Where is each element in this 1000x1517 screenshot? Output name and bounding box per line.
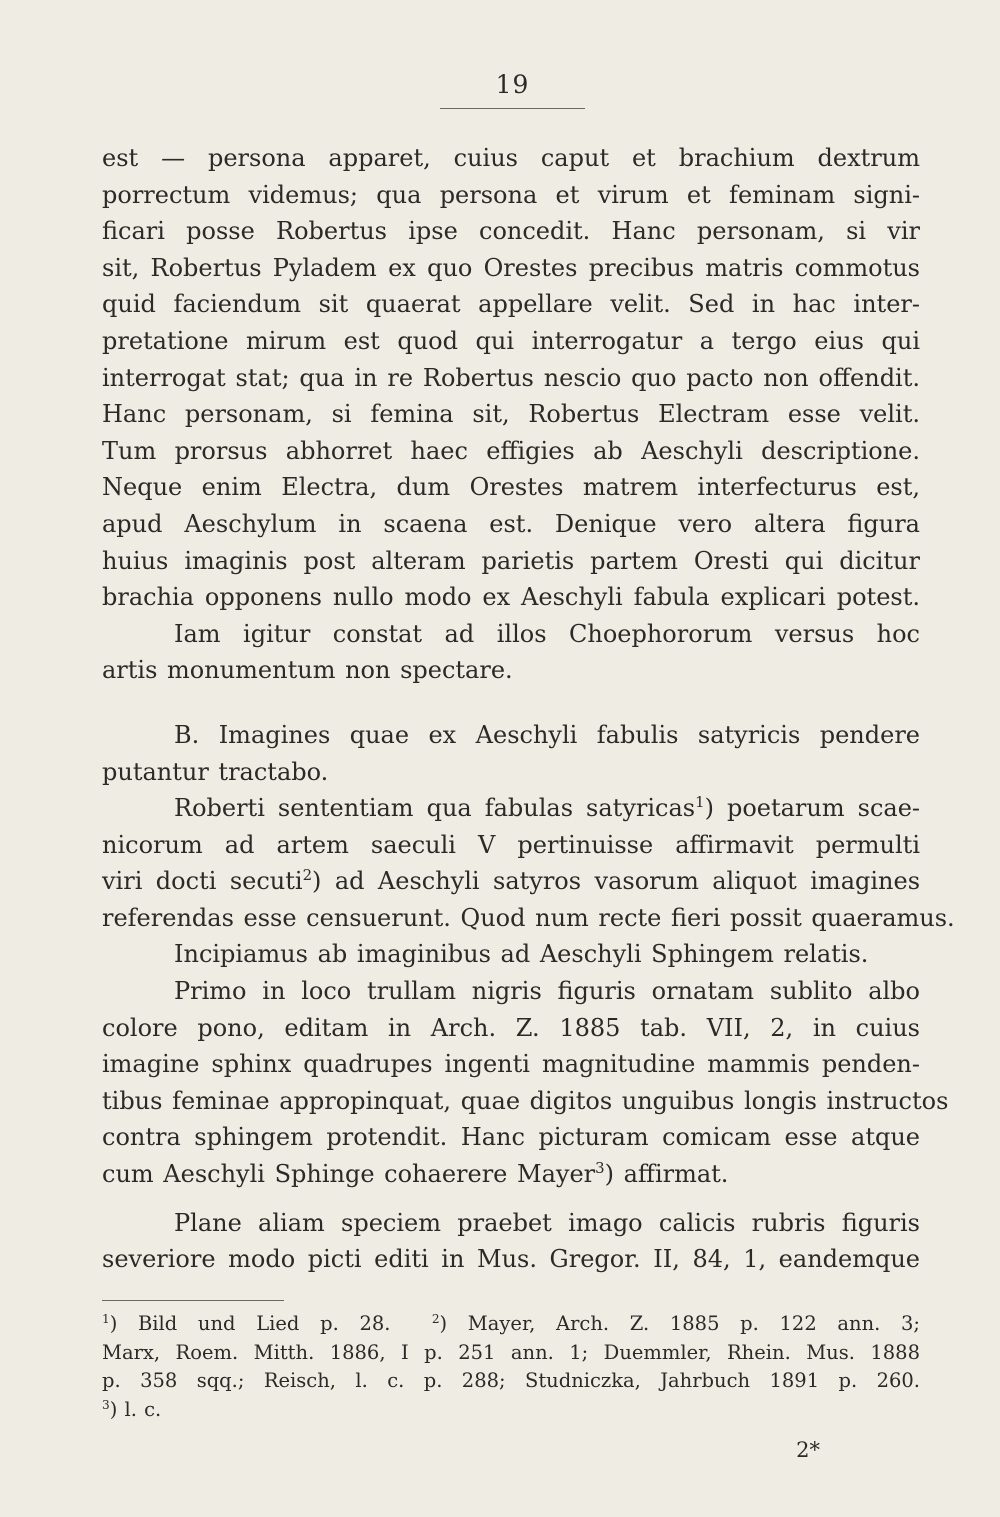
text-line: colore pono, editam in Arch. Z. 1885 tab. VII, 2, in cuius (102, 1013, 920, 1042)
text-line: quid faciendum sit quaerat appellare velit. Sed in hac inter- (102, 290, 920, 319)
text-fragment: cum Aeschyli Sphinge cohaerere Mayer (102, 1160, 596, 1189)
footnotes (102, 1310, 920, 1424)
text-line: Neque enim Electra, dum Orestes matrem interfecturus est, (102, 473, 920, 502)
text-fragment: ) affirmat. (604, 1160, 729, 1189)
text-line (102, 863, 920, 900)
text-line (102, 790, 920, 827)
footnote-rule (102, 1300, 284, 1301)
text-line: porrectum videmus; qua persona et virum et feminam signi- (102, 180, 920, 209)
text-line: sit, Robertus Pyladem ex quo Orestes precibus matris commotus (102, 253, 920, 282)
header-rule (440, 108, 585, 109)
text-line: Primo in loco trullam nigris figuris ornatam sublito albo (174, 977, 920, 1006)
text-fragment: viri docti secuti (102, 867, 303, 896)
text-line: Plane aliam speciem praebet imago calicis rubris figuris (174, 1208, 920, 1237)
footnote-mark: 2 (431, 1311, 440, 1326)
text-line: contra sphingem protendit. Hanc picturam comicam esse atque (102, 1123, 920, 1152)
footnote-line: Marx, Roem. Mitth. 1886, I p. 251 ann. 1; Duemmler, Rhein. Mus. 1888 (102, 1340, 920, 1364)
text-line: Hanc personam, si femina sit, Robertus Electram esse velit. (102, 400, 920, 429)
text-line: brachia opponens nullo modo ex Aeschyli fabula explicari potest. (102, 583, 920, 612)
footnote-text: ) l. c. (109, 1397, 162, 1421)
footnote-line (102, 1396, 920, 1425)
text-line: apud Aeschylum in scaena est. Denique vero altera figura (102, 509, 920, 538)
section-heading-line: B. Imagines quae ex Aeschyli fabulis satyricis pendere (174, 720, 920, 749)
text-line: nicorum ad artem saeculi V pertinuisse affirmavit permulti (102, 830, 920, 859)
text-fragment: ) ad Aeschyli satyros vasorum aliquot imagines (312, 867, 921, 896)
footnote-mark: 1 (102, 1311, 110, 1326)
text-line: est — persona apparet, cuius caput et brachium dextrum (102, 144, 920, 172)
section-heading-line: putantur tractabo. (102, 757, 329, 786)
text-line (102, 1156, 920, 1193)
text-line: referendas esse censuerunt. Quod num recte fieri possit quaeramus. (102, 903, 955, 932)
footnote-line (102, 1310, 920, 1339)
text-line: tibus feminae appropinquat, quae digitos unguibus longis instructos (102, 1086, 949, 1115)
text-line: interrogat stat; qua in re Robertus nescio quo pacto non offendit. (102, 363, 920, 392)
footnote-text: ) Bild und Lied p. 28. (109, 1312, 391, 1335)
footnote-ref: 1 (695, 793, 705, 812)
section-gap (102, 689, 920, 717)
footnote-ref: 2 (302, 866, 313, 885)
text-line: Incipiamus ab imaginibus ad Aeschyli Sphingem relatis. (174, 940, 869, 969)
paragraph-gap (102, 1193, 920, 1205)
text-line: huius imaginis post alteram parietis partem Oresti qui dicitur (102, 546, 920, 575)
text-line: Iam igitur constat ad illos Choephororum versus hoc (174, 619, 920, 648)
text-fragment: ) poetarum scae- (704, 794, 921, 823)
text-line: artis monumentum non spectare. (102, 656, 513, 685)
page-number: 19 (495, 70, 530, 99)
text-line: severiore modo picti editi in Mus. Gregor. II, 84, 1, eandemque (102, 1245, 920, 1274)
signature-mark: 2* (796, 1438, 820, 1462)
footnote-ref: 3 (595, 1159, 605, 1178)
text-line: imagine sphinx quadrupes ingenti magnitudine mammis penden- (102, 1050, 920, 1079)
text-line: ficari posse Robertus ipse concedit. Hanc personam, si vir (102, 217, 920, 246)
text-line: Tum prorsus abhorret haec effigies ab Aeschyli descriptione. (102, 436, 920, 465)
main-text (102, 140, 955, 1278)
footnote-text: ) Mayer, Arch. Z. 1885 p. 122 ann. 3; (439, 1312, 920, 1335)
footnote-line: p. 358 sqq.; Reisch, l. c. p. 288; Studniczka, Jahrbuch 1891 p. 260. (102, 1369, 920, 1392)
text-line: pretatione mirum est quod qui interrogatur a tergo eius qui (102, 326, 920, 355)
text-fragment: Roberti sententiam qua fabulas satyricas (174, 794, 696, 823)
footnote-mark: 3 (102, 1397, 110, 1412)
